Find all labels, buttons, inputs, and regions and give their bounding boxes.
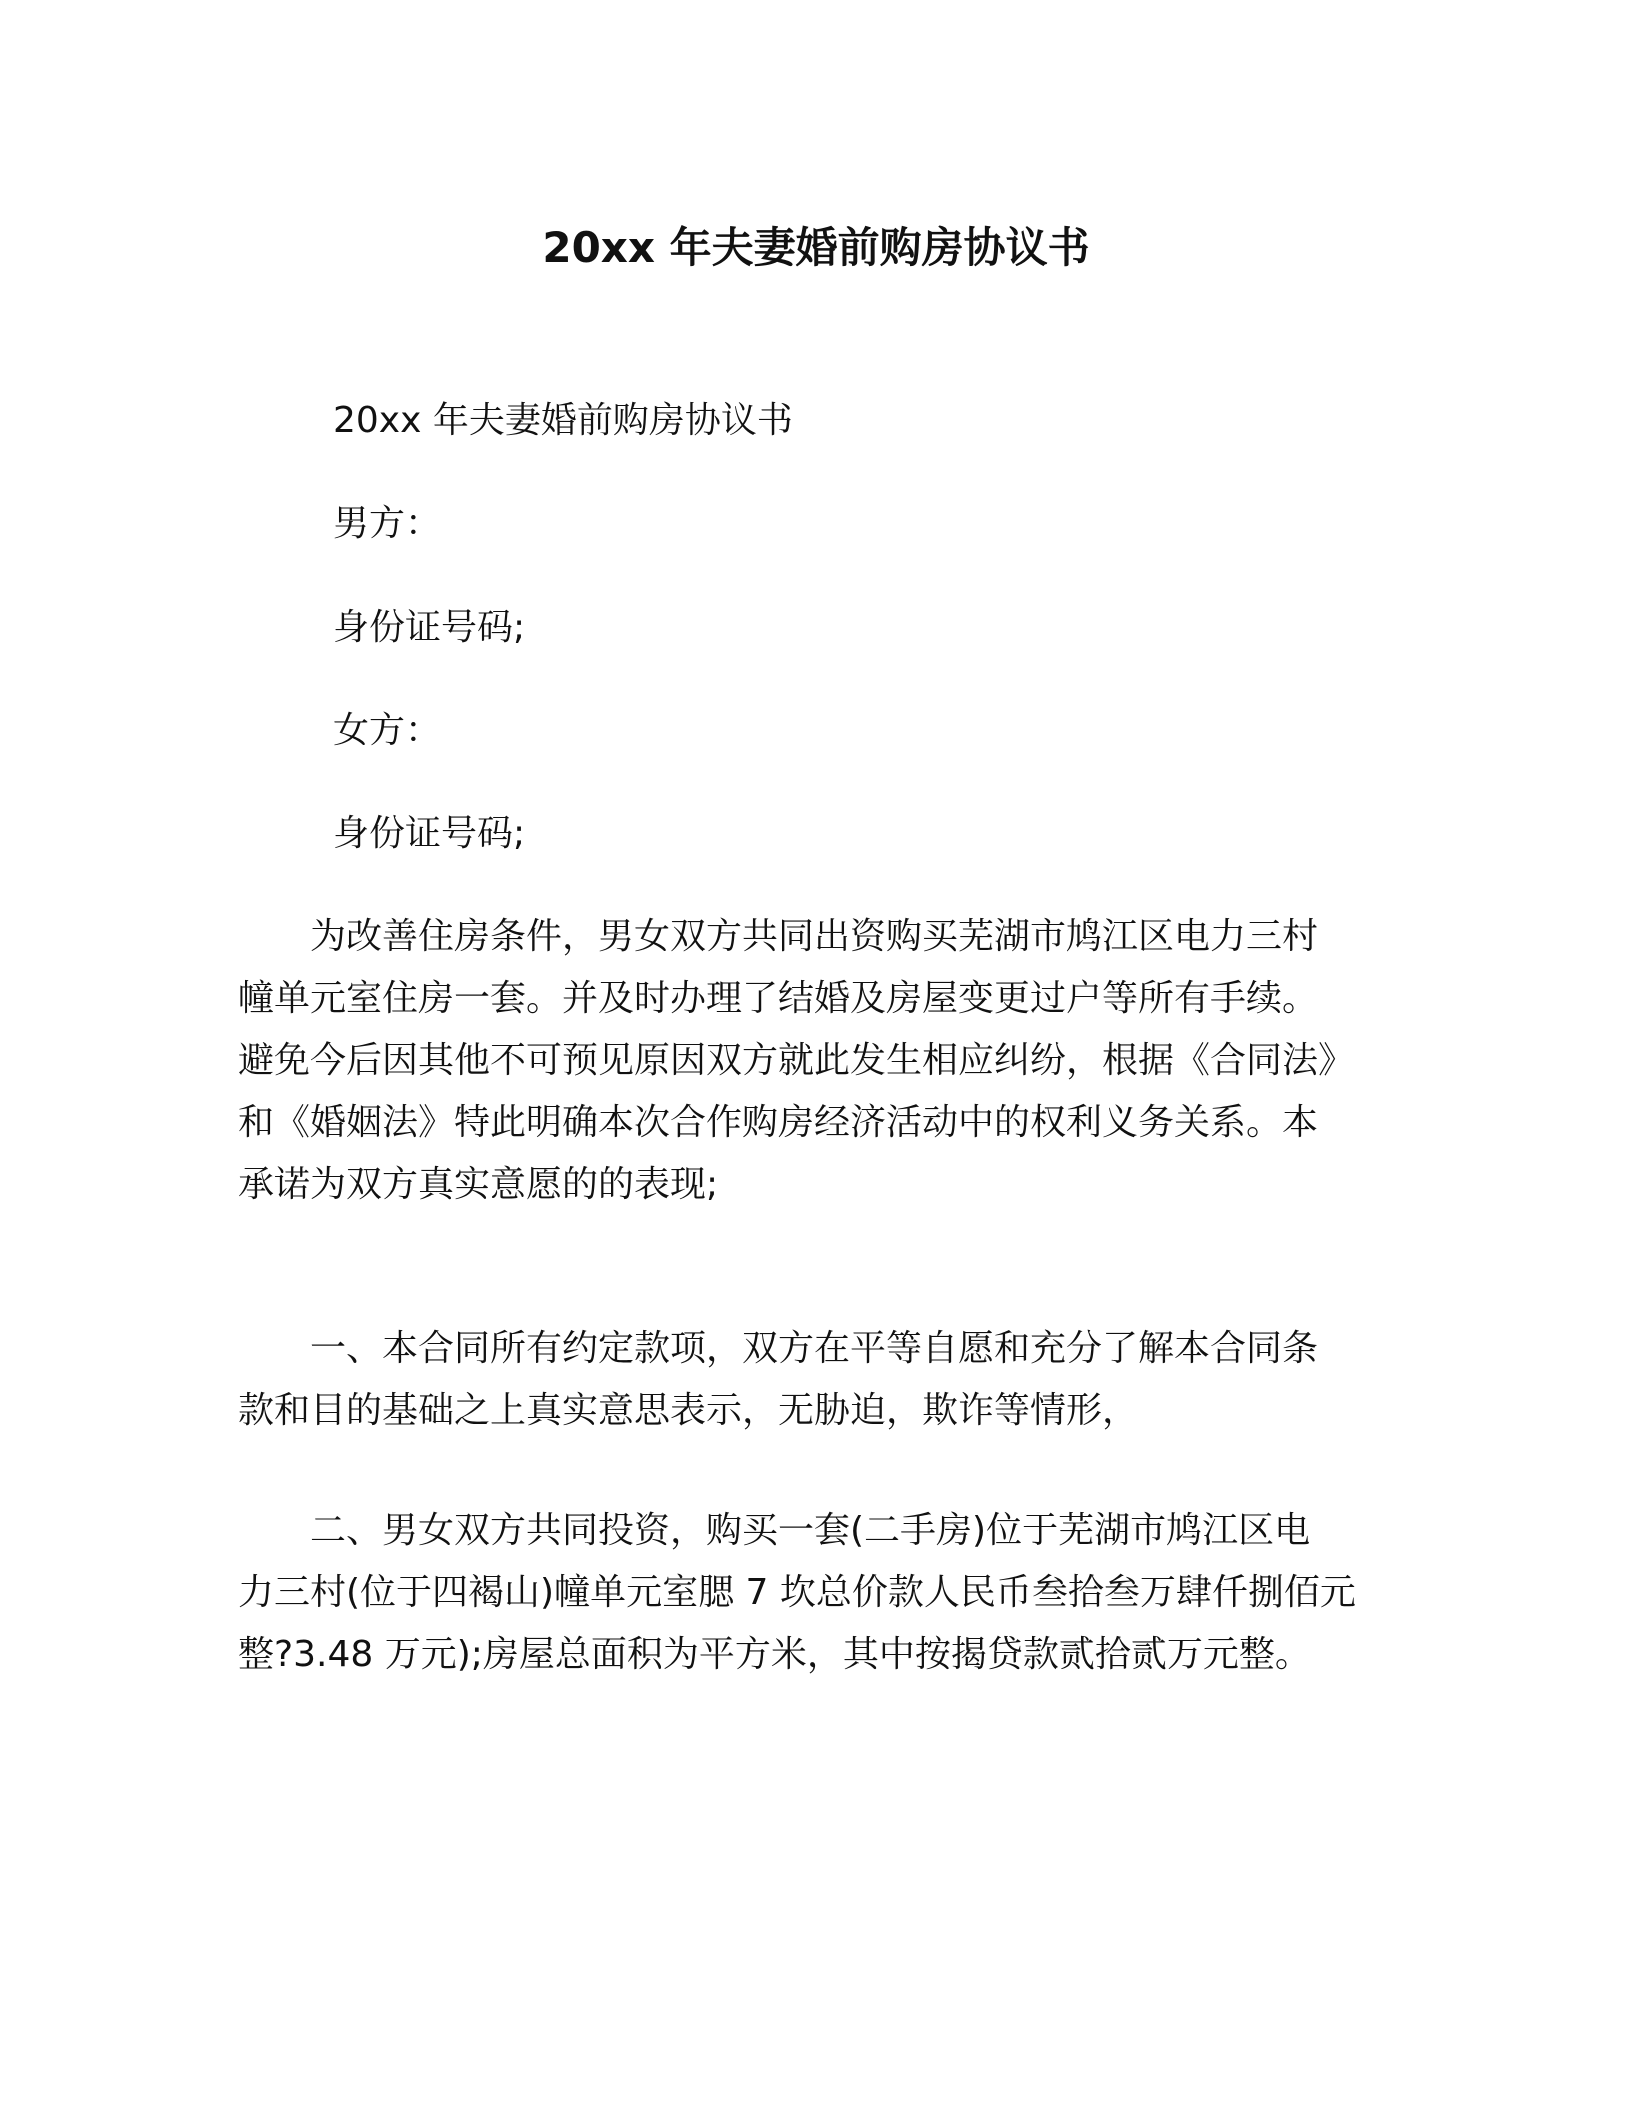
clause-one-paragraph [238, 1318, 1398, 1442]
clause-one-line: 一、本合同所有约定款项，双方在平等自愿和充分了解本合同条 [238, 1328, 1319, 1369]
intro-line: 避免今后因其他不可预见原因双方就此发生相应纠纷，根据《合同法》 [238, 1040, 1355, 1081]
intro-line: 幢单元室住房一套。并及时办理了结婚及房屋变更过户等所有手续。 [238, 978, 1319, 1019]
intro-line: 和《婚姻法》特此明确本次合作购房经济活动中的权利义务关系。本 [238, 1102, 1319, 1143]
intro-line: 为改善住房条件，男女双方共同出资购买芜湖市鸠江区电力三村 [238, 916, 1319, 957]
document-subtitle: 20xx 年夫妻婚前购房协议书 [333, 400, 793, 441]
clause-two-line: 整?3.48 万元);房屋总面积为平方米，其中按揭贷款贰拾贰万元整。 [238, 1634, 1311, 1675]
female-party-label: 女方： [333, 710, 442, 751]
male-id-label: 身份证号码; [333, 607, 526, 648]
document-title: 20xx 年夫妻婚前购房协议书 [542, 223, 1090, 272]
clause-two-line: 力三村(位于四褐山)幢单元室腮 7 坎总价款人民币叁拾叁万肆仟捌佰元 [238, 1572, 1356, 1613]
clause-two-line: 二、男女双方共同投资，购买一套(二手房)位于芜湖市鸠江区电 [238, 1510, 1311, 1551]
intro-paragraph [238, 906, 1398, 1216]
intro-line: 承诺为双方真实意愿的的表现; [238, 1164, 719, 1205]
clause-two-paragraph [238, 1500, 1398, 1686]
male-party-label: 男方： [333, 503, 442, 544]
clause-one-line: 款和目的基础之上真实意思表示，无胁迫，欺诈等情形， [238, 1390, 1139, 1431]
female-id-label: 身份证号码; [333, 813, 526, 854]
